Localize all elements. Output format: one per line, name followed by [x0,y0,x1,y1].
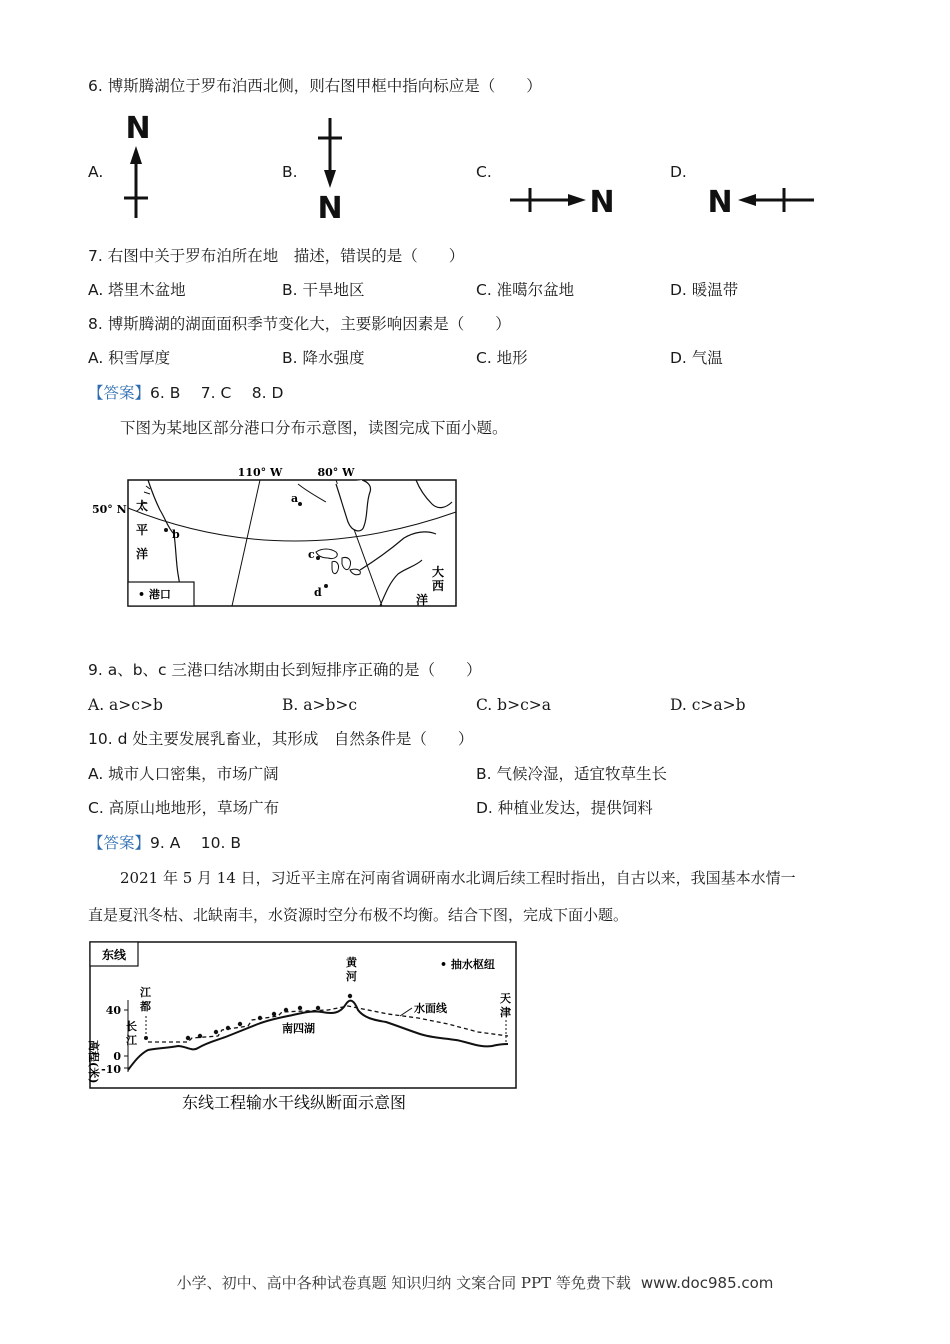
answer-text: 6. B 7. C 8. D [150,384,284,402]
svg-text:平: 平 [136,523,149,537]
svg-text:110° W: 110° W [237,466,283,479]
q7-stem: 7. 右图中关于罗布泊所在地 描述，错误的是（ ） [88,247,465,265]
intro-ports: 下图为某地区部分港口分布示意图，读图完成下面小题。 [120,419,508,437]
q9-option-b: B. a>b>c [282,696,358,714]
q7-option-b: B. 干旱地区 [282,281,365,299]
q7-option-d: D. 暖温带 [670,281,739,299]
svg-text:河: 河 [346,970,357,983]
q9-stem: 9. a、b、c 三港口结冰期由长到短排序正确的是（ ） [88,661,482,679]
footer-text: 小学、初中、高中各种试卷真题 知识归纳 文案合同 PPT 等免费下载 [176,1274,631,1292]
svg-text:N: N [317,191,343,224]
svg-text:江: 江 [140,986,151,999]
svg-text:N: N [707,185,733,220]
answer-tag: 【答案】 [88,384,151,402]
svg-text:a: a [291,492,299,505]
north-arrow-right-icon [506,180,626,224]
svg-text:-10: -10 [101,1063,121,1076]
svg-text:西: 西 [432,579,445,593]
q6-option-d: D. [670,163,687,181]
q6-stem: 6. 博斯腾湖位于罗布泊西北侧，则右图甲框中指向标应是（ ） [88,77,542,95]
svg-text:• 抽水枢纽: • 抽水枢纽 [440,958,495,971]
q7-option-a: A. 塔里木盆地 [88,281,186,299]
q10-option-b: B. 气候冷湿，适宜牧草生长 [476,765,667,783]
svg-text:50° N: 50° N [92,503,127,516]
answer-tag: 【答案】 [88,834,151,852]
svg-text:大: 大 [432,565,445,579]
q10-option-d: D. 种植业发达，提供饲料 [476,799,653,817]
q8-option-b: B. 降水强度 [282,349,365,367]
q7-option-c: C. 准噶尔盆地 [476,281,575,299]
svg-text:太: 太 [136,499,149,513]
svg-text:• 港口: • 港口 [138,588,171,601]
q10-option-c: C. 高原山地地形，草场广布 [88,799,280,817]
answer-line-1 [88,383,283,403]
svg-text:N: N [125,112,151,146]
q6-option-a: A. [88,163,104,181]
svg-text:b: b [172,528,180,541]
port-map-figure [86,462,466,616]
svg-text:c: c [308,548,315,561]
svg-text:南四湖: 南四湖 [282,1022,315,1035]
north-arrow-down-icon [310,114,350,228]
footer [0,1272,950,1293]
svg-text:N: N [589,185,615,220]
footer-link[interactable]: www.doc985.com [640,1274,774,1292]
intro-water-line-1: 2021 年 5 月 14 日，习近平主席在河南省调研南水北调后续工程时指出，自古以来，我国基本水情一 [120,869,796,887]
svg-text:东线工程输水干线纵断面示意图: 东线工程输水干线纵断面示意图 [181,1093,407,1112]
q9-option-d: D. c>a>b [670,696,746,714]
svg-text:津: 津 [500,1006,511,1019]
svg-text:d: d [314,586,322,599]
q6-option-b: B. [282,163,298,181]
north-arrow-left-icon [700,180,820,224]
q10-stem: 10. d 处主要发展乳畜业，其形成 自然条件是（ ） [88,730,474,748]
svg-text:黄: 黄 [346,956,357,969]
q8-stem: 8. 博斯腾湖的湖面面积季节变化大，主要影响因素是（ ） [88,315,511,333]
answer-text: 9. A 10. B [150,834,241,852]
svg-text:都: 都 [140,1000,151,1013]
q10-option-a: A. 城市人口密集，市场广阔 [88,765,279,783]
east-route-profile-figure [88,940,520,1124]
svg-text:40: 40 [105,1004,121,1017]
intro-water-line-2: 直是夏汛冬枯、北缺南丰，水资源时空分布极不均衡。结合下图，完成下面小题。 [88,906,629,924]
svg-text:洋: 洋 [416,593,429,607]
svg-text:水面线: 水面线 [414,1002,447,1015]
svg-text:江: 江 [126,1034,137,1047]
q8-option-c: C. 地形 [476,349,528,367]
q8-option-d: D. 气温 [670,349,723,367]
svg-text:天: 天 [500,992,511,1005]
north-arrow-up-icon [118,112,158,226]
q6-option-c: C. [476,163,492,181]
q9-option-c: C. b>c>a [476,696,551,714]
q9-option-a: A. a>c>b [88,696,163,714]
svg-text:80° W: 80° W [317,466,355,479]
q8-option-a: A. 积雪厚度 [88,349,171,367]
svg-text:高程(米): 高程(米) [88,1040,100,1084]
svg-text:0: 0 [113,1050,121,1063]
answer-line-2 [88,833,241,853]
svg-text:东线: 东线 [101,948,127,962]
svg-text:长: 长 [126,1020,137,1033]
svg-text:洋: 洋 [136,547,149,561]
